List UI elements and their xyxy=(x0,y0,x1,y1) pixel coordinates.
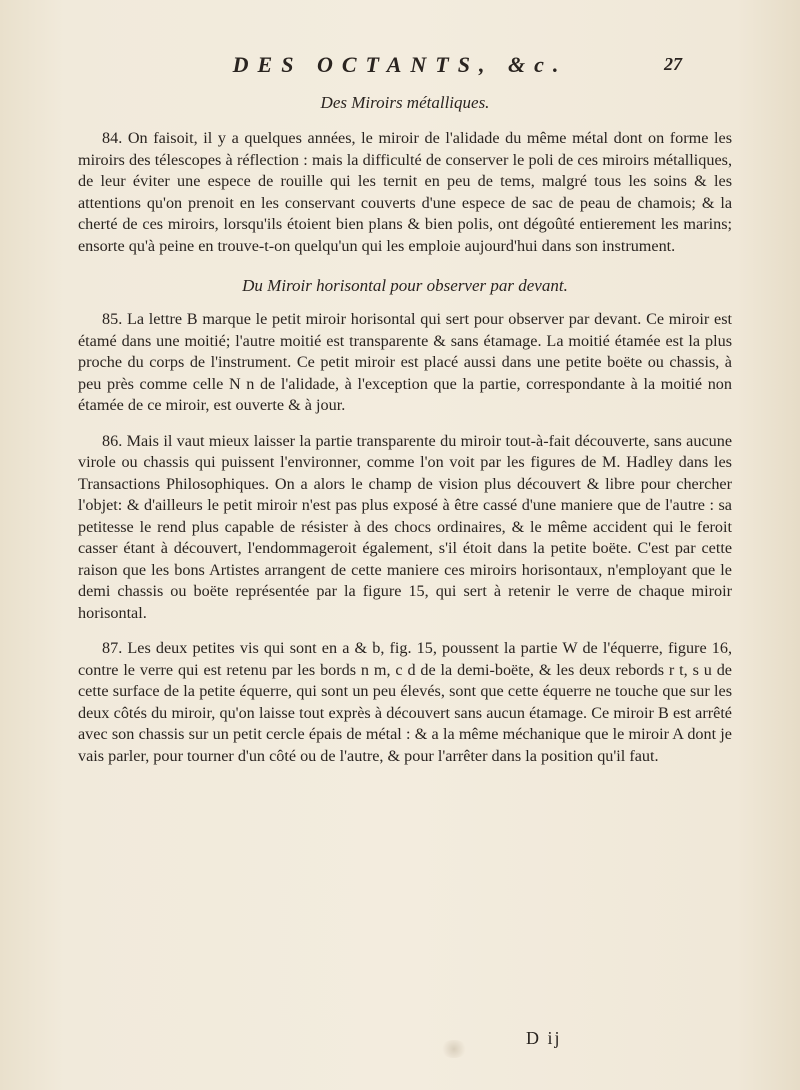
paragraph-84: 84. On faisoit, il y a quelques années, le miroir de l'alidade du même métal dont on forme les miroirs des télescopes à réflection : mais la difficulté de conserver le poli de ces miroirs métalliques, de leur éviter une espece de rouille qui les ternit en peu de tems, malgré tous les soins & les attentions qu'on prenoit en les conservant couverts d'une espece de sac de peau de chamois; & la cherté de ces miroirs, lorsqu'ils étoient bien plans & bien polis, ont dégoûté entierement les marins; ensorte qu'à peine en trouve-t-on quelqu'un qui les emploie aujourd'hui dans son instrument. xyxy=(78,129,732,255)
paragraph-86: 86. Mais il vaut mieux laisser la partie transparente du miroir tout-à-fait découverte, sans aucune virole ou chassis qui puissent l'environner, comme l'on voit par les figures de M. Hadley dans les Transactions Philosophiques. On a alors le champ de vision plus découvert & libre pour chercher l'objet: & d'ailleurs le petit miroir n'est pas plus exposé à être cassé d'une maniere que de l'autre : sa petitesse le rend plus capable de résister à des chocs ordinaires, & le même accident qui le feroit casser étant à découvert, l'endommageroit également, s'il étoit dans la petite boëte. C'est par cette raison que les bons Artistes arrangent de cette maniere ces miroirs horisontaux, n'employant que le demi chassis ou boëte représentée par la figure 15, qui sert à retenir le verre de chaque miroir horisontal. xyxy=(78,431,732,622)
main-text xyxy=(78,92,732,781)
section-title-metal-mirrors: Des Miroirs métalliques. xyxy=(320,93,490,112)
running-head-title: DES OCTANTS, &c. xyxy=(232,52,568,77)
section-title-horizontal-mirror: Du Miroir horisontal pour observer par devant. xyxy=(242,276,568,295)
paragraph-87: 87. Les deux petites vis qui sont en a & b, fig. 15, poussent la partie W de l'équerre, figure 16, contre le verre qui est retenu par les bords n m, c d de la demi-boëte, & les deux rebords r t, s u de cette surface de la petite équerre, qui sont un peu élevés, sont que cette équerre ne touche que sur les deux côtés du miroir, qu'on laisse tout exprès à découvert sans aucun étamage. Ce miroir B est arrêté avec son chassis sur un petit cercle épais de métal : & a la même méchanique que le miroir A dont je vais parler, pour tourner d'un côté ou de l'autre, & pour l'arrêter dans la position qu'il faut. xyxy=(78,639,732,765)
running-head xyxy=(0,52,800,92)
signature-mark: D ij xyxy=(526,1028,562,1048)
paragraph-85: 85. La lettre B marque le petit miroir horisontal qui sert pour observer par devant. Ce miroir est étamé dans une moitié; l'autre moitié est transparente & sans étamage. La moitié étamée est la plus proche du corps de l'instrument. Ce petit miroir est placé aussi dans une petite boëte ou chassis, à peu près comme celle N n de l'alidade, à l'exception que la partie, correspondante à la moitié non étamée de ce miroir, est ouverte & à jour. xyxy=(78,310,732,414)
paper-stain xyxy=(440,1040,468,1058)
page-number: 27 xyxy=(664,54,682,74)
